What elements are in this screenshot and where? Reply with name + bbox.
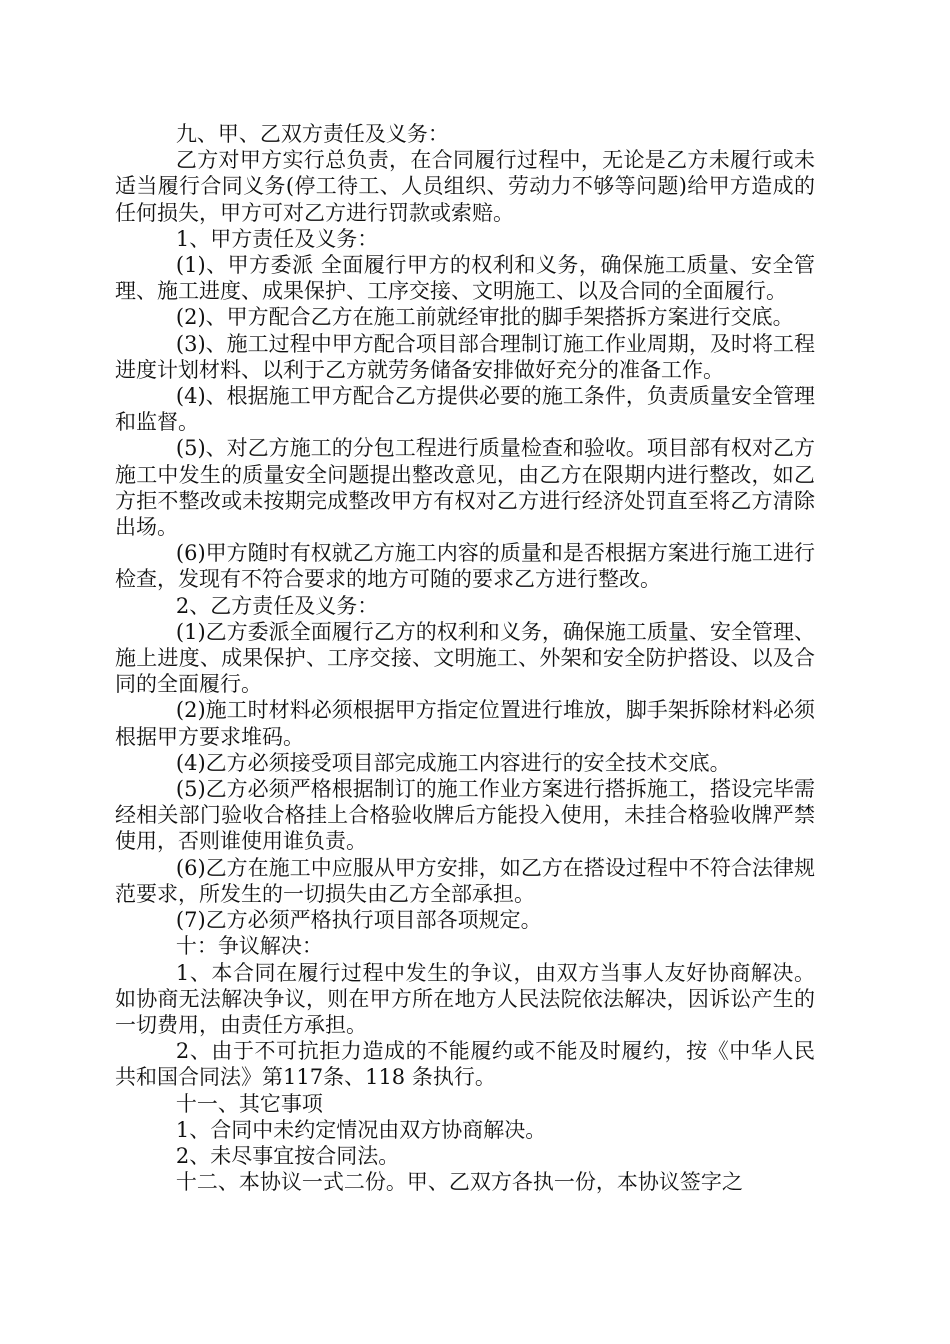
party-a-item-6: (6)甲方随时有权就乙方施工内容的质量和是否根据方案进行施工进行检查，发现有不符合要求的地方可随的要求乙方进行整改。: [115, 541, 815, 592]
section-heading-copies: 十二、本协议一式二份。甲、乙双方各执一份，本协议签字之: [175, 1170, 743, 1195]
section-heading-responsibilities: 九、甲、乙双方责任及义务：: [175, 122, 449, 146]
party-b-item-1: (1)乙方委派全面履行乙方的权利和义务，确保施工质量、安全管理、施上进度、成果保护、工序交接、文明施工、外架和安全防护搭设、以及合同的全面履行。: [115, 619, 815, 697]
paragraph-general-responsibility: 乙方对甲方实行总负责，在合同履行过程中，无论是乙方未履行或未适当履行合同义务(停工待工、人员组织、劳动力不够等问题)给甲方造成的任何损失，甲方可对乙方进行罚款或索赔。: [115, 148, 815, 225]
section-heading-dispute: 十：争议解决：: [175, 934, 323, 959]
subsection-heading-party-b: 2、乙方责任及义务：: [175, 593, 379, 618]
party-a-item-3: (3)、施工过程中甲方配合项目部合理制订施工作业周期，及时将工程进度计划材料、以利于乙方就劳务储备安排做好充分的准备工作。: [115, 331, 815, 382]
party-b-item-5: (5)乙方必须严格根据制订的施工作业方案进行搭拆施工，搭设完毕需经相关部门验收合格挂上合格验收牌后方能投入使用，未挂合格验收牌严禁使用，否则谁使用谁负责。: [115, 777, 815, 854]
subsection-heading-party-a: 1、甲方责任及义务：: [175, 226, 379, 251]
other-item-2: 2、未尽事宜按合同法。: [175, 1143, 400, 1168]
party-b-item-6: (6)乙方在施工中应服从甲方安排，如乙方在搭设过程中不符合法律规范要求，所发生的一切损失由乙方全部承担。: [115, 855, 815, 906]
party-a-item-1: (1)、甲方委派 全面履行甲方的权利和义务，确保施工质量、安全管理、施工进度、成果保护、工序交接、文明施工、以及合同的全面履行。: [115, 253, 815, 304]
section-heading-other: 十一、其它事项: [175, 1091, 323, 1116]
party-b-item-7: (7)乙方必须严格执行项目部各项规定。: [175, 908, 542, 933]
party-b-item-4: (4)乙方必须接受项目部完成施工内容进行的安全技术交底。: [175, 750, 731, 775]
party-a-item-4: (4)、根据施工甲方配合乙方提供必要的施工条件，负责质量安全管理和监督。: [115, 384, 815, 435]
dispute-item-1: 1、本合同在履行过程中发生的争议，由双方当事人友好协商解决。如协商无法解决争议，则在甲方所在地方人民法院依法解决，因诉讼产生的一切费用，由责任方承担。: [115, 960, 815, 1037]
party-b-item-2: (2)施工时材料必须根据甲方指定位置进行堆放，脚手架拆除材料必须根据甲方要求堆码。: [115, 698, 815, 749]
dispute-item-2: 2、由于不可抗拒力造成的不能履约或不能及时履约，按《中华人民共和国合同法》第117条、118 条执行。: [115, 1039, 815, 1090]
document-body: [115, 121, 815, 1195]
party-a-item-5: (5)、对乙方施工的分包工程进行质量检查和验收。项目部有权对乙方施工中发生的质量安全问题提出整改意见，由乙方在限期内进行整改，如乙方拒不整改或未按期完成整改甲方有权对乙方进行经济处罚直至将乙方清除出场。: [115, 436, 815, 540]
party-a-item-2: (2)、甲方配合乙方在施工前就经审批的脚手架搭拆方案进行交底。: [175, 305, 794, 330]
other-item-1: 1、合同中未约定情况由双方协商解决。: [175, 1117, 547, 1142]
